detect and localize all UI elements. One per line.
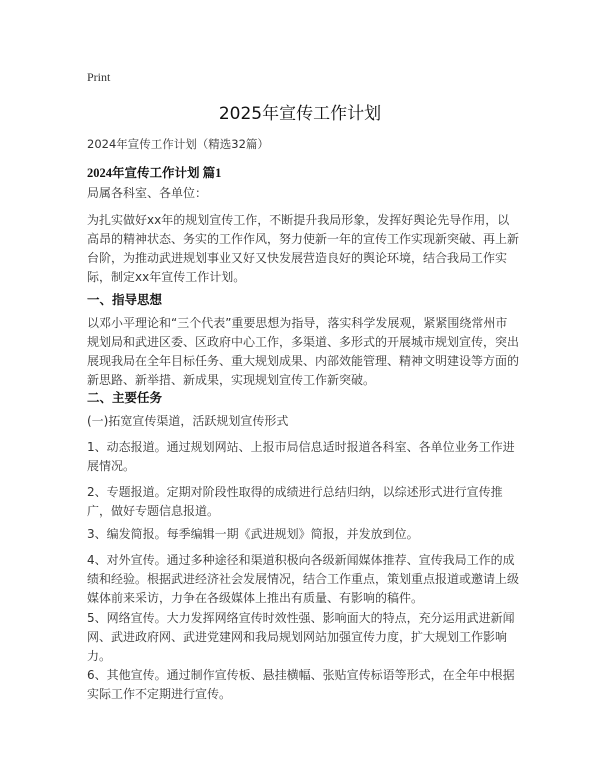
greeting: 局属各科室、各单位： xyxy=(87,186,208,200)
list-item: 1、动态报道。通过规划网站、上报市局信息适时报道各科室、各单位业务工作进展情况。 xyxy=(87,440,515,473)
heading-guiding-ideology: 一、指导思想 xyxy=(87,292,163,307)
list-item: 5、网络宣传。大力发挥网络宣传时效性强、影响面大的特点，充分运用武进新闻网、武进政府网、武进党建网和我局规划网站加强宣传力度，扩大规划工作影响力。 xyxy=(87,611,515,663)
part-title: 2024年宣传工作计划 篇1 xyxy=(87,166,222,180)
heading-main-tasks: 二、主要任务 xyxy=(87,390,163,405)
task-subheading: (一)拓宽宣传渠道，活跃规划宣传形式 xyxy=(87,414,289,428)
document-subtitle: 2024年宣传工作计划（精选32篇） xyxy=(87,137,269,151)
list-item: 4、对外宣传。通过多种途径和渠道积极向各级新闻媒体推荐、宣传我局工作的成绩和经验。根据武进经济社会发展情况，结合工作重点，策划重点报道或邀请上级媒体前来采访，力争在各级媒体上推出有质量、有影响的稿件。 xyxy=(87,553,520,605)
list-item: 2、专题报道。定期对阶段性取得的成绩进行总结归纳，以综述形式进行宣传推广，做好专题信息报道。 xyxy=(87,485,503,518)
print-link[interactable]: Print xyxy=(87,70,111,84)
guiding-paragraph: 以邓小平理论和“三个代表”重要思想为指导，落实科学发展观，紧紧围绕常州市规划局和武进区委、区政府中心工作，多渠道、多形式的开展城市规划宣传，突出展现我局在全年目标任务、重大规划成果、内部效能管理、精神文明建设等方面的新思路、新举措、新成果，实现规划宣传工作新突破。 xyxy=(87,316,520,387)
intro-paragraph: 为扎实做好xx年的规划宣传工作，不断提升我局形象，发挥好舆论先导作用，以高昂的精神状态、务实的工作作风，努力使新一年的宣传工作实现新突破、再上新台阶，为推动武进规划事业又好又快发展营造良好的舆论环境，结合我局工作实际，制定xx年宣传工作计划。 xyxy=(87,213,520,284)
list-item: 6、其他宣传。通过制作宣传板、悬挂横幅、张贴宣传标语等形式，在全年中根据实际工作不定期进行宣传。 xyxy=(87,668,515,701)
list-item: 3、编发简报。每季编辑一期《武进规划》简报，并发放到位。 xyxy=(87,527,419,541)
document-title: 2025年宣传工作计划 xyxy=(218,104,382,124)
